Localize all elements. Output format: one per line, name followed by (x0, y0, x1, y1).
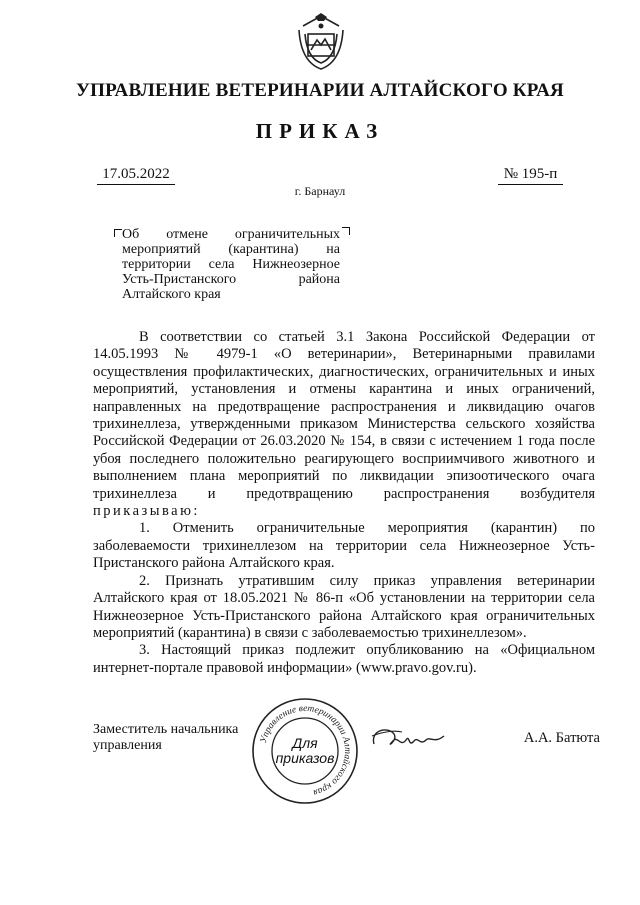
order-number: № 195-п (498, 166, 563, 185)
order-date: 17.05.2022 (97, 166, 175, 185)
order-word: приказываю: (93, 503, 200, 520)
stamp-center-line-1: Для (292, 735, 318, 751)
preamble-paragraph (93, 329, 595, 520)
subject-bracket-left (114, 229, 122, 237)
handwritten-signature (368, 722, 448, 756)
document-type-title: ПРИКАЗ (255, 119, 385, 143)
signatory-position: Заместитель начальника управления (93, 722, 239, 753)
city-name: г. Барнаул (294, 184, 346, 198)
coat-of-arms-icon (291, 12, 351, 72)
preamble-text: В соответствии со статьей 3.1 Закона Российской Федерации от 14.05.1993 № 4979-1 «О ветеринарии», Ветеринарными правилами осуществления профилактических, диагностических, ограничительных и иных мероприятий, установления и отмены карантина и иных ограничений, направленных на предотвращение распространения и ликвидацию очагов трихинеллеза, утвержденными приказом Министерства сельского хозяйства Российской Федерации от 26.03.2020 № 154, в связи с истечением 1 года после убоя последнего положительно реагирующего восприимчивого животного и выполнением плана мероприятий по ликвидации эпизоотического очага трихинеллеза и предотвращению распространения возбудителя (93, 329, 595, 502)
order-body (93, 329, 595, 677)
subject-bracket-right (342, 227, 350, 235)
organization-name: УПРАВЛЕНИЕ ВЕТЕРИНАРИИ АЛТАЙСКОГО КРАЯ (76, 80, 564, 101)
official-stamp (250, 696, 360, 806)
stamp-ring-text: Управление ветеринарии Алтайского края (258, 703, 353, 798)
order-item-3: 3. Настоящий приказ подлежит опубликованию на «Официальном интернет-портале правовой информации» (www.pravo.gov.ru). (93, 642, 595, 676)
order-item-2: 2. Признать утратившим силу приказ управления ветеринарии Алтайского края от 18.05.2021 № 86-п «Об установлении на территории села Нижнеозерное Усть-Пристанского района Алтайского края ограничительных мероприятий (карантина) в связи с заболеваемостью трихинеллезом». (93, 572, 595, 641)
order-subject: Об отмене ограничительных мероприятий (карантина) на территории села Нижнеозерное Усть-Пристанского района Алтайского края (122, 227, 340, 302)
signatory-name: А.А. Батюта (523, 730, 600, 746)
order-item-1: 1. Отменить ограничительные мероприятия (карантин) по заболеваемости трихинеллезом на территории села Нижнеозерное Усть-Пристанского района Алтайского края. (93, 520, 595, 572)
stamp-center-line-2: приказов (275, 750, 335, 766)
